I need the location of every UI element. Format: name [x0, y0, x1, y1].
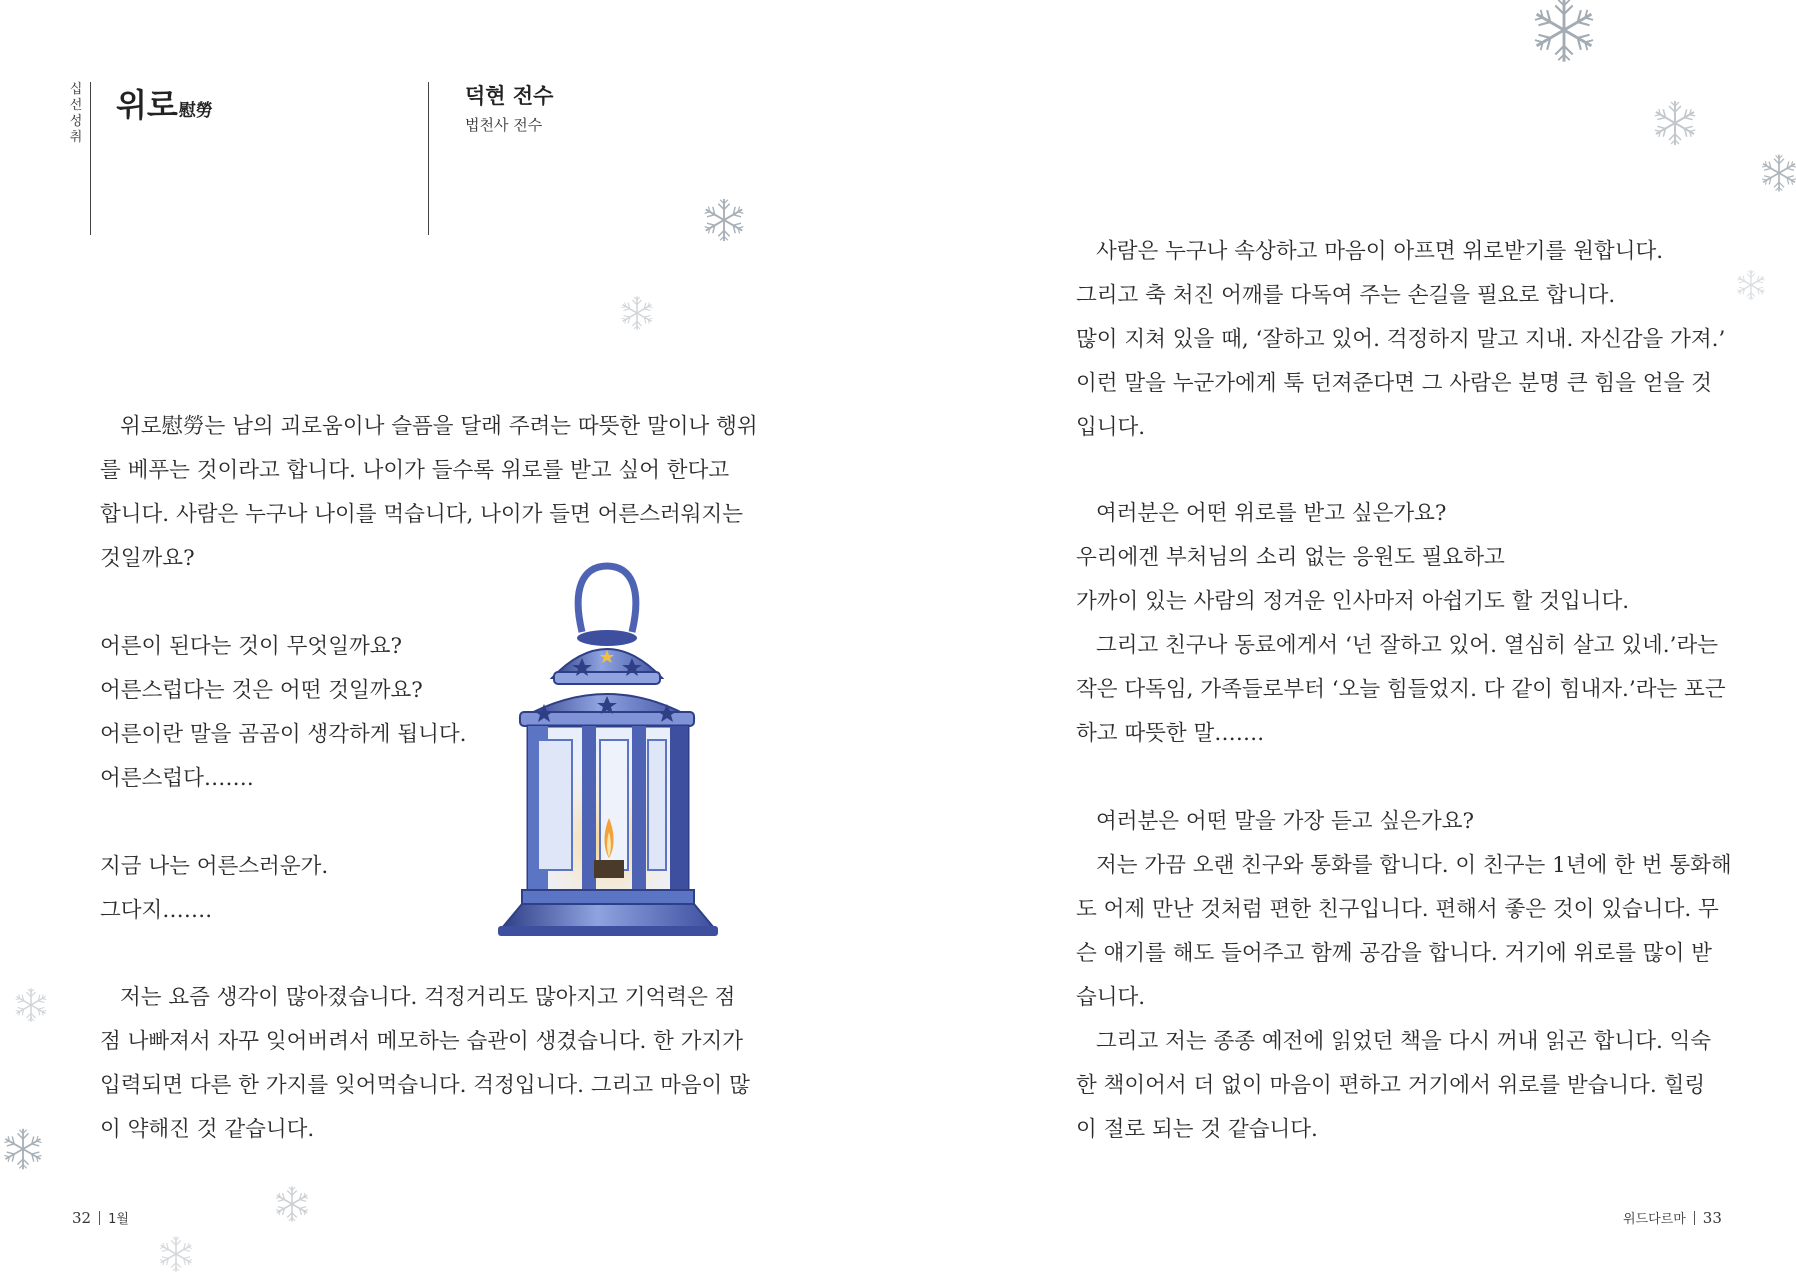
text-line: 어른스럽다……. — [100, 766, 254, 791]
header-divider-left — [90, 82, 91, 235]
series-label: 십선성취 — [69, 82, 83, 145]
text-line: 이 약해진 것 같습니다. — [100, 1117, 315, 1142]
page-title — [116, 80, 213, 126]
text-line: 하고 따뜻한 말……. — [1076, 721, 1265, 746]
text-line: 슨 얘기를 해도 들어주고 함께 공감을 합니다. 거기에 위로를 많이 받 — [1076, 941, 1712, 966]
text-line: 지금 나는 어른스러운가. — [100, 854, 329, 879]
footer-divider — [1694, 1211, 1695, 1225]
text-line: 작은 다독임, 가족들로부터 ‘오늘 힘들었지. 다 같이 힘내자.’라는 포근 — [1076, 677, 1726, 702]
text-line: 점 나빠져서 자꾸 잊어버려서 메모하는 습관이 생겼습니다. 한 가지가 — [100, 1029, 744, 1054]
text-line: 습니다. — [1076, 985, 1146, 1010]
snowflake-icon — [0, 1126, 46, 1172]
snowflake-icon — [618, 294, 656, 332]
text-line: 이 절로 되는 것 같습니다. — [1076, 1117, 1318, 1142]
right-paragraph-1 — [1076, 230, 1726, 450]
title-text: 위로 — [116, 86, 178, 124]
text-line: 도 어제 만난 것처럼 편한 친구입니다. 편해서 좋은 것이 있습니다. 무 — [1076, 897, 1719, 922]
author-name: 덕현 전수 — [465, 84, 554, 108]
right-paragraph-2 — [1076, 492, 1726, 756]
title-hanja: 慰勞 — [178, 101, 213, 121]
text-line: 것일까요? — [100, 546, 195, 571]
text-line: 저는 요즘 생각이 많아졌습니다. 걱정거리도 많아지고 기억력은 점 — [120, 985, 736, 1010]
footer-section-left: 1월 — [108, 1212, 129, 1227]
snowflake-icon — [156, 1234, 196, 1274]
text-line: 어른이 된다는 것이 무엇일까요? — [100, 634, 403, 659]
text-line: 를 베푸는 것이라고 합니다. 나이가 들수록 위로를 받고 싶어 한다고 — [100, 458, 730, 483]
text-line: 입력되면 다른 한 가지를 잊어먹습니다. 걱정입니다. 그리고 마음이 많 — [100, 1073, 750, 1098]
text-line: 그다지……. — [100, 898, 213, 923]
snowflake-icon — [12, 986, 50, 1024]
right-paragraph-3 — [1076, 800, 1732, 1152]
right-page-footer — [1623, 1208, 1722, 1227]
left-paragraph-4 — [100, 976, 750, 1152]
text-line: 많이 지쳐 있을 때, ‘잘하고 있어. 걱정하지 말고 지내. 자신감을 가져.’ — [1076, 327, 1726, 352]
text-line: 이런 말을 누군가에게 툭 던져준다면 그 사람은 분명 큰 힘을 얻을 것 — [1076, 371, 1712, 396]
author-affiliation: 법천사 전수 — [465, 116, 543, 134]
text-line: 저는 가끔 오랜 친구와 통화를 합니다. 이 친구는 1년에 한 번 통화해 — [1096, 853, 1732, 878]
footer-divider — [99, 1211, 100, 1225]
left-paragraph-1 — [100, 405, 758, 581]
text-line: 사람은 누구나 속상하고 마음이 아프면 위로받기를 원합니다. — [1096, 239, 1664, 264]
snowflake-icon — [1758, 152, 1796, 194]
snowflake-icon — [1734, 268, 1768, 302]
text-line: 여러분은 어떤 말을 가장 듣고 싶은가요? — [1096, 809, 1475, 834]
text-line: 우리에겐 부처님의 소리 없는 응원도 필요하고 — [1076, 545, 1505, 570]
snowflake-icon — [700, 196, 748, 244]
header-divider-right — [428, 82, 429, 235]
snowflake-icon — [272, 1184, 312, 1224]
lantern-illustration — [482, 560, 732, 945]
text-line: 합니다. 사람은 누구나 나이를 먹습니다, 나이가 들면 어른스러워지는 — [100, 502, 744, 527]
left-page-footer — [72, 1208, 129, 1227]
text-line: 가까이 있는 사람의 정겨운 인사마저 아쉽기도 할 것입니다. — [1076, 589, 1630, 614]
text-line: 그리고 저는 종종 예전에 읽었던 책을 다시 꺼내 읽곤 합니다. 익숙 — [1096, 1029, 1712, 1054]
text-line: 어른이란 말을 곰곰이 생각하게 됩니다. — [100, 722, 467, 747]
snowflake-icon — [1528, 0, 1600, 66]
text-line: 여러분은 어떤 위로를 받고 싶은가요? — [1096, 501, 1447, 526]
text-line: 어른스럽다는 것은 어떤 것일까요? — [100, 678, 423, 703]
footer-section-right: 위드다르마 — [1623, 1212, 1686, 1227]
text-line: 그리고 축 처진 어깨를 다독여 주는 손길을 필요로 합니다. — [1076, 283, 1616, 308]
page-number-left: 32 — [72, 1209, 92, 1227]
text-line: 한 책이어서 더 없이 마음이 편하고 거기에서 위로를 받습니다. 힐링 — [1076, 1073, 1706, 1098]
text-line: 입니다. — [1076, 415, 1146, 440]
page-number-right: 33 — [1702, 1209, 1722, 1227]
text-line: 위로慰勞는 남의 괴로움이나 슬픔을 달래 주려는 따뜻한 말이나 행위 — [120, 414, 758, 439]
text-line: 그리고 친구나 동료에게서 ‘넌 잘하고 있어. 열심히 살고 있네.’라는 — [1096, 633, 1719, 658]
snowflake-icon — [1650, 98, 1700, 148]
